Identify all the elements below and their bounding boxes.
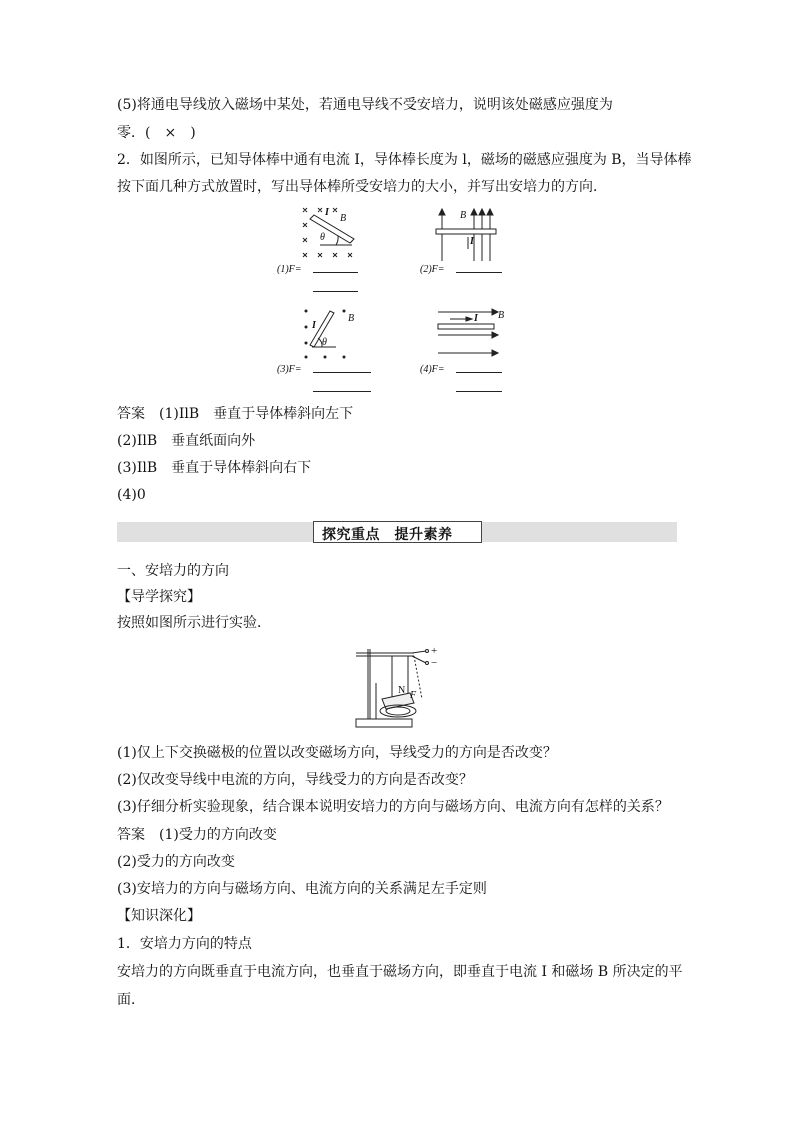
answer-1: 答案 (1)IlB 垂直于导体棒斜向左下 [117,406,354,422]
inquiry-answer-1: 答案 (1)受力的方向改变 [117,827,277,843]
inquiry-question-3: (3)仔细分析实验现象，结合课本说明安培力的方向与磁场方向、电流方向有怎样的关系？ [117,799,669,815]
inquiry-answer-3: (3)安培力的方向与磁场方向、电流方向的关系满足左手定则 [117,881,487,897]
question2-line2: 按下面几种方式放置时，写出导体棒所受安培力的大小，并写出安培力的方向． [117,179,607,195]
answer-4: (4)0 [117,487,146,503]
fig3-answer-blank-2 [313,391,371,392]
fig4-answer-blank-1 [456,372,502,373]
fig2-answer-label: (2)F= [420,264,445,275]
knowledge-heading-1: 1．安培力方向的特点 [117,936,252,952]
answer-2: (2)IlB 垂直纸面向外 [117,433,256,449]
apparatus-pole-label: N [398,685,406,696]
fig1-angle-label: θ [320,232,325,243]
guided-inquiry-tag: 【导学探究】 [117,589,201,605]
figure-1-diagram [300,205,360,263]
section-banner-title: 探究重点 提升素养 [322,527,453,543]
apparatus-plus-label: + [431,645,438,657]
knowledge-text-line2: 面． [117,992,145,1008]
fig3-angle-label: θ [322,337,327,348]
fig3-field-label: B [348,313,355,324]
fig2-field-label: B [460,210,467,221]
fig1-current-label: I [325,207,329,218]
knowledge-text-line1: 安培力的方向既垂直于电流方向，也垂直于磁场方向，即垂直于电流 I 和磁场 B 所决定的平 [117,964,683,980]
inquiry-question-2: (2)仅改变导线中电流的方向，导线受力的方向是否改变？ [117,772,473,788]
fig4-current-label: I [474,313,478,324]
inquiry-question-1: (1)仅上下交换磁极的位置以改变磁场方向，导线受力的方向是否改变？ [117,745,557,761]
answer-3: (3)IlB 垂直于导体棒斜向右下 [117,460,312,476]
fig3-answer-label: (3)F= [277,364,302,375]
apparatus-diagram [352,643,442,733]
fig1-answer-label: (1)F= [277,264,302,275]
apparatus-force-label: F [410,690,417,701]
item5-line2: 零．( × ) [117,125,196,141]
fig1-answer-blank-1 [313,272,358,273]
figure-4-diagram [432,305,504,361]
knowledge-deepening-tag: 【知识深化】 [117,908,201,924]
fig3-answer-blank-1 [313,372,371,373]
inquiry-answer-2: (2)受力的方向改变 [117,854,235,870]
experiment-intro: 按照如图所示进行实验． [117,615,271,631]
question2-line1: 2．如图所示，已知导体棒中通有电流 I，导体棒长度为 l，磁场的磁感应强度为 B，当导体棒 [117,152,692,168]
fig2-current-label: I [470,236,474,247]
fig3-current-label: I [312,320,316,331]
apparatus-minus-label: − [431,657,438,669]
section1-title: 一、安培力的方向 [117,563,229,579]
fig4-answer-blank-2 [456,391,502,392]
fig4-field-label: B [498,310,505,321]
fig2-answer-blank-1 [456,272,502,273]
fig1-answer-blank-2 [313,291,358,292]
item5-line1: (5)将通电导线放入磁场中某处，若通电导线不受安培力，说明该处磁感应强度为 [117,97,613,113]
fig1-field-label: B [340,213,347,224]
fig4-answer-label: (4)F= [420,364,445,375]
